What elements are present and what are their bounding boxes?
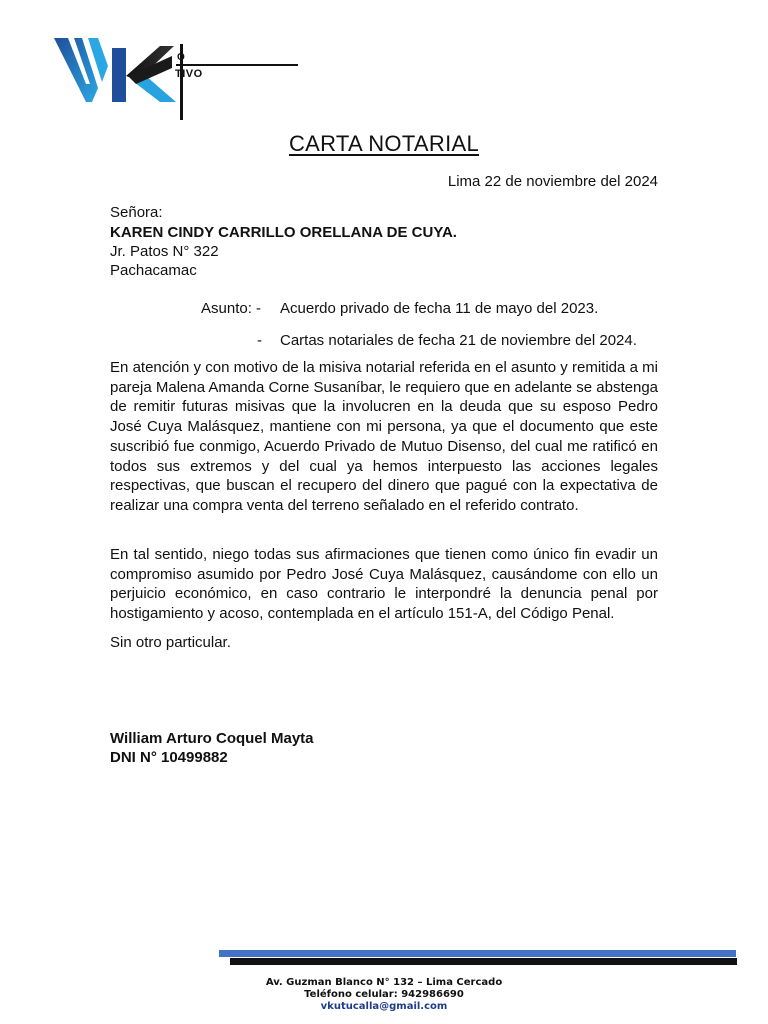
signatory-name: William Arturo Coquel Mayta xyxy=(110,730,314,747)
letter-date: Lima 22 de noviembre del 2024 xyxy=(447,173,658,190)
footer-email: vkutucalla@gmail.com xyxy=(320,1001,448,1012)
recipient-salutation: Señora: xyxy=(110,204,163,221)
subject-dash: - xyxy=(257,332,262,349)
subject-label: Asunto: - xyxy=(201,300,262,317)
footer-bar-blue xyxy=(219,950,736,957)
subject-item: Acuerdo privado de fecha 11 de mayo del 2023. xyxy=(280,300,599,317)
body-paragraph: En tal sentido, niego todas sus afirmaciones que tienen como único fin evadir un compromiso asumido por Pedro José Cuya Malásquez, causándome con ello un perjuicio económico, en caso contrario le interpondré la denuncia penal por hostigamiento y acoso, contemplada en el artículo 151-A, del Código Penal. xyxy=(110,546,658,623)
recipient-street: Jr. Patos N° 322 xyxy=(110,243,219,260)
footer-address: Av. Guzman Blanco N° 132 – Lima Cercado xyxy=(265,977,503,988)
footer-bar-black xyxy=(230,958,737,965)
recipient-district: Pachacamac xyxy=(110,262,197,279)
recipient-name: KAREN CINDY CARRILLO ORELLANA DE CUYA. xyxy=(110,224,457,241)
logo-divider-horizontal xyxy=(176,64,298,66)
signatory-dni: DNI N° 10499882 xyxy=(110,749,228,766)
closing-line: Sin otro particular. xyxy=(110,634,231,651)
logo-text-fragment-bottom: TIVO xyxy=(175,68,203,80)
subject-item: Cartas notariales de fecha 21 de noviembre del 2024. xyxy=(280,332,637,349)
logo-text-fragment-top: O xyxy=(177,52,185,63)
document-title: CARTA NOTARIAL xyxy=(288,131,480,156)
footer-phone: Teléfono celular: 942986690 xyxy=(304,989,464,1000)
body-paragraph: En atención y con motivo de la misiva notarial referida en el asunto y remitida a mi pareja Malena Amanda Corne Susaníbar, le requiero que en adelante se abstenga de remitir futuras misivas que la involucren en la deuda que su esposo Pedro José Cuya Malásquez, mantiene con mi persona, ya que el documento que este suscribió fue conmigo, Acuerdo Privado de Mutuo Disenso, del cual me ratificó en todos sus extremos y del cual ya hemos interpuesto las acciones legales respectivas, que buscan el recupero del dinero que pagué con la expectativa de realizar una compra venta del terreno señalado en el referido contrato. xyxy=(110,359,658,514)
